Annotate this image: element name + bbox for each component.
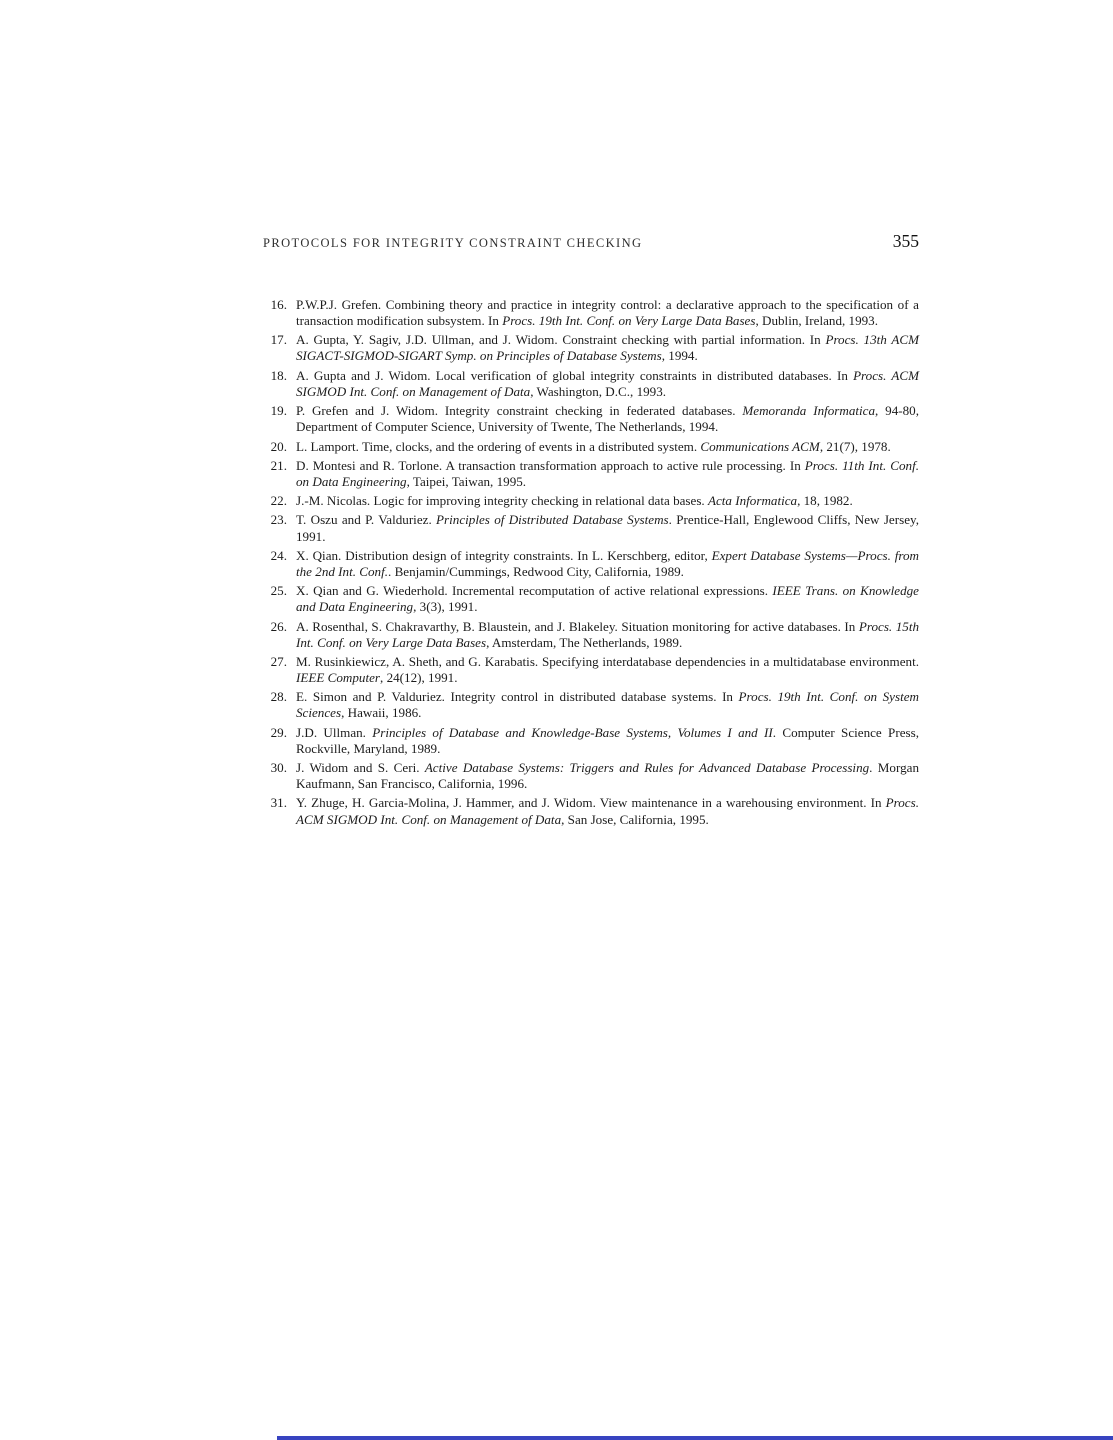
- reference-text: [296, 493, 853, 508]
- reference-segment-italic: Procs. 19th Int. Conf. on System Sciences: [296, 689, 919, 721]
- reference-segment: , Dublin, Ireland, 1993.: [755, 313, 879, 329]
- reference-segment: , 3(3), 1991.: [413, 599, 478, 615]
- reference-segment: P.W.P.J. Grefen. Combining theory and practice in integrity control: a declarative approach to the specification of a transaction modification subsystem. In: [296, 297, 919, 329]
- reference-segment: E. Simon and P. Valduriez. Integrity control in distributed database systems. In: [296, 689, 739, 705]
- reference-number: 20.: [270, 438, 287, 454]
- reference-item: [263, 760, 919, 792]
- reference-text: [296, 512, 919, 543]
- running-header: [263, 231, 919, 252]
- reference-segment-italic: Principles of Distributed Database Systems: [436, 512, 669, 528]
- reference-number: 19.: [270, 403, 287, 419]
- reference-item: [263, 403, 919, 435]
- reference-segment: . Prentice-Hall, Englewood Cliffs, New Jersey, 1991.: [296, 512, 919, 544]
- reference-number: 16.: [270, 297, 287, 312]
- reference-segment-italic: Procs. ACM SIGMOD Int. Conf. on Management of Data: [296, 367, 919, 399]
- reference-number: 22.: [270, 493, 287, 509]
- reference-text: [296, 583, 919, 614]
- reference-segment-italic: IEEE Computer: [296, 670, 381, 686]
- reference-number: 31.: [270, 795, 287, 811]
- reference-text: [296, 458, 919, 489]
- reference-text: [296, 403, 919, 434]
- reference-segment-italic: Procs. 19th Int. Conf. on Very Large Data Bases: [502, 313, 756, 329]
- reference-segment: . Morgan Kaufmann, San Francisco, California, 1996.: [296, 760, 919, 792]
- reference-number: 28.: [270, 689, 287, 705]
- reference-number: 24.: [270, 547, 287, 563]
- reference-segment: , Taipei, Taiwan, 1995.: [406, 473, 527, 489]
- reference-item: [263, 439, 919, 455]
- reference-segment: , 21(7), 1978.: [819, 438, 891, 454]
- reference-segment: , 94-80, Department of Computer Science, University of Twente, The Netherlands, 1994.: [296, 403, 920, 435]
- reference-number: 25.: [270, 583, 287, 599]
- reference-segment: , Amsterdam, The Netherlands, 1989.: [486, 634, 683, 650]
- reference-segment: L. Lamport. Time, clocks, and the ordering of events in a distributed system.: [296, 438, 701, 454]
- reference-item: [263, 654, 919, 686]
- reference-text: [296, 795, 919, 826]
- reference-segment-italic: Procs. 11th Int. Conf. on Data Engineering: [296, 457, 919, 489]
- reference-segment: . Computer Science Press, Rockville, Maryland, 1989.: [296, 724, 919, 756]
- reference-segment-italic: Procs. ACM SIGMOD Int. Conf. on Management of Data: [296, 795, 919, 827]
- reference-segment: X. Qian and G. Wiederhold. Incremental recomputation of active relational expressions.: [296, 583, 773, 599]
- reference-text: [296, 368, 919, 399]
- reference-number: 17.: [270, 332, 287, 348]
- reference-text: [296, 725, 919, 756]
- reference-item: [263, 548, 919, 580]
- reference-item: [263, 458, 919, 490]
- reference-segment: A. Gupta and J. Widom. Local verification of global integrity constraints in distributed databases. In: [296, 367, 854, 383]
- reference-text: [296, 439, 891, 454]
- reference-segment: , Hawaii, 1986.: [341, 705, 422, 721]
- reference-segment-italic: Principles of Database and Knowledge-Base Systems, Volumes I and II: [372, 724, 773, 740]
- reference-item: [263, 689, 919, 721]
- reference-number: 18.: [270, 367, 287, 383]
- reference-text: [296, 760, 919, 791]
- reference-text: [296, 619, 919, 650]
- reference-segment: , Washington, D.C., 1993.: [530, 383, 667, 399]
- reference-segment-italic: Memoranda Informatica: [742, 403, 876, 419]
- reference-segment: A. Rosenthal, S. Chakravarthy, B. Blaustein, and J. Blakeley. Situation monitoring for active databases. In: [296, 618, 859, 634]
- reference-segment-italic: IEEE Trans. on Knowledge and Data Engineering: [296, 583, 919, 615]
- reference-segment: A. Gupta, Y. Sagiv, J.D. Ullman, and J. Widom. Constraint checking with partial information. In: [296, 332, 826, 348]
- reference-segment: , 1994.: [661, 348, 698, 364]
- reference-segment: Y. Zhuge, H. Garcia-Molina, J. Hammer, and J. Widom. View maintenance in a warehousing environment. In: [296, 795, 886, 811]
- reference-segment: J.D. Ullman.: [296, 724, 373, 740]
- reference-segment: J.-M. Nicolas. Logic for improving integrity checking in relational data bases.: [296, 493, 708, 509]
- reference-item: [263, 368, 919, 400]
- reference-text: [296, 548, 919, 579]
- references-list: [263, 297, 919, 831]
- reference-item: [263, 512, 919, 544]
- reference-item: [263, 725, 919, 757]
- reference-number: 30.: [270, 760, 287, 776]
- reference-text: [296, 297, 919, 328]
- reference-segment: , San Jose, California, 1995.: [561, 811, 709, 827]
- reference-number: 26.: [270, 618, 287, 634]
- reference-segment-italic: Acta Informatica: [707, 493, 798, 509]
- reference-item: [263, 332, 919, 364]
- reference-segment-italic: Expert Database Systems—Procs. from the 2nd Int. Conf.: [296, 547, 919, 579]
- reference-segment-italic: Procs. 13th ACM SIGACT-SIGMOD-SIGART Symp. on Principles of Database Systems: [296, 332, 919, 364]
- reference-number: 23.: [270, 512, 287, 528]
- page-number: 355: [892, 231, 919, 251]
- reference-item: [263, 583, 919, 615]
- reference-item: [263, 297, 919, 329]
- reference-segment: J. Widom and S. Ceri.: [296, 760, 425, 776]
- reference-text: [296, 654, 919, 685]
- reference-segment-italic: Procs. 15th Int. Conf. on Very Large Data Bases: [296, 618, 920, 650]
- reference-segment: , 24(12), 1991.: [380, 670, 458, 686]
- reference-number: 27.: [270, 653, 287, 669]
- reference-segment: , 18, 1982.: [797, 493, 853, 509]
- reference-segment: T. Oszu and P. Valduriez.: [296, 512, 437, 528]
- reference-text: [296, 689, 919, 720]
- running-title: PROTOCOLS FOR INTEGRITY CONSTRAINT CHECKING: [263, 236, 643, 250]
- reference-item: [263, 619, 919, 651]
- reference-segment: P. Grefen and J. Widom. Integrity constraint checking in federated databases.: [296, 403, 743, 419]
- reference-segment-italic: Communications ACM: [700, 438, 820, 454]
- reference-item: [263, 795, 919, 827]
- reference-segment-italic: Active Database Systems: Triggers and Rules for Advanced Database Processing: [424, 760, 870, 776]
- reference-text: [296, 332, 919, 363]
- reference-item: [263, 493, 919, 509]
- reference-segment: X. Qian. Distribution design of integrity constraints. In L. Kerschberg, editor,: [296, 547, 712, 563]
- scan-edge-artifact: [277, 1436, 1113, 1440]
- reference-number: 21.: [270, 457, 287, 473]
- reference-segment: M. Rusinkiewicz, A. Sheth, and G. Karabatis. Specifying interdatabase dependencies in a multidatabase environment.: [296, 653, 919, 669]
- reference-number: 29.: [270, 724, 287, 740]
- reference-segment: D. Montesi and R. Torlone. A transaction transformation approach to active rule processing. In: [296, 457, 805, 473]
- reference-segment: . Benjamin/Cummings, Redwood City, California, 1989.: [388, 563, 684, 579]
